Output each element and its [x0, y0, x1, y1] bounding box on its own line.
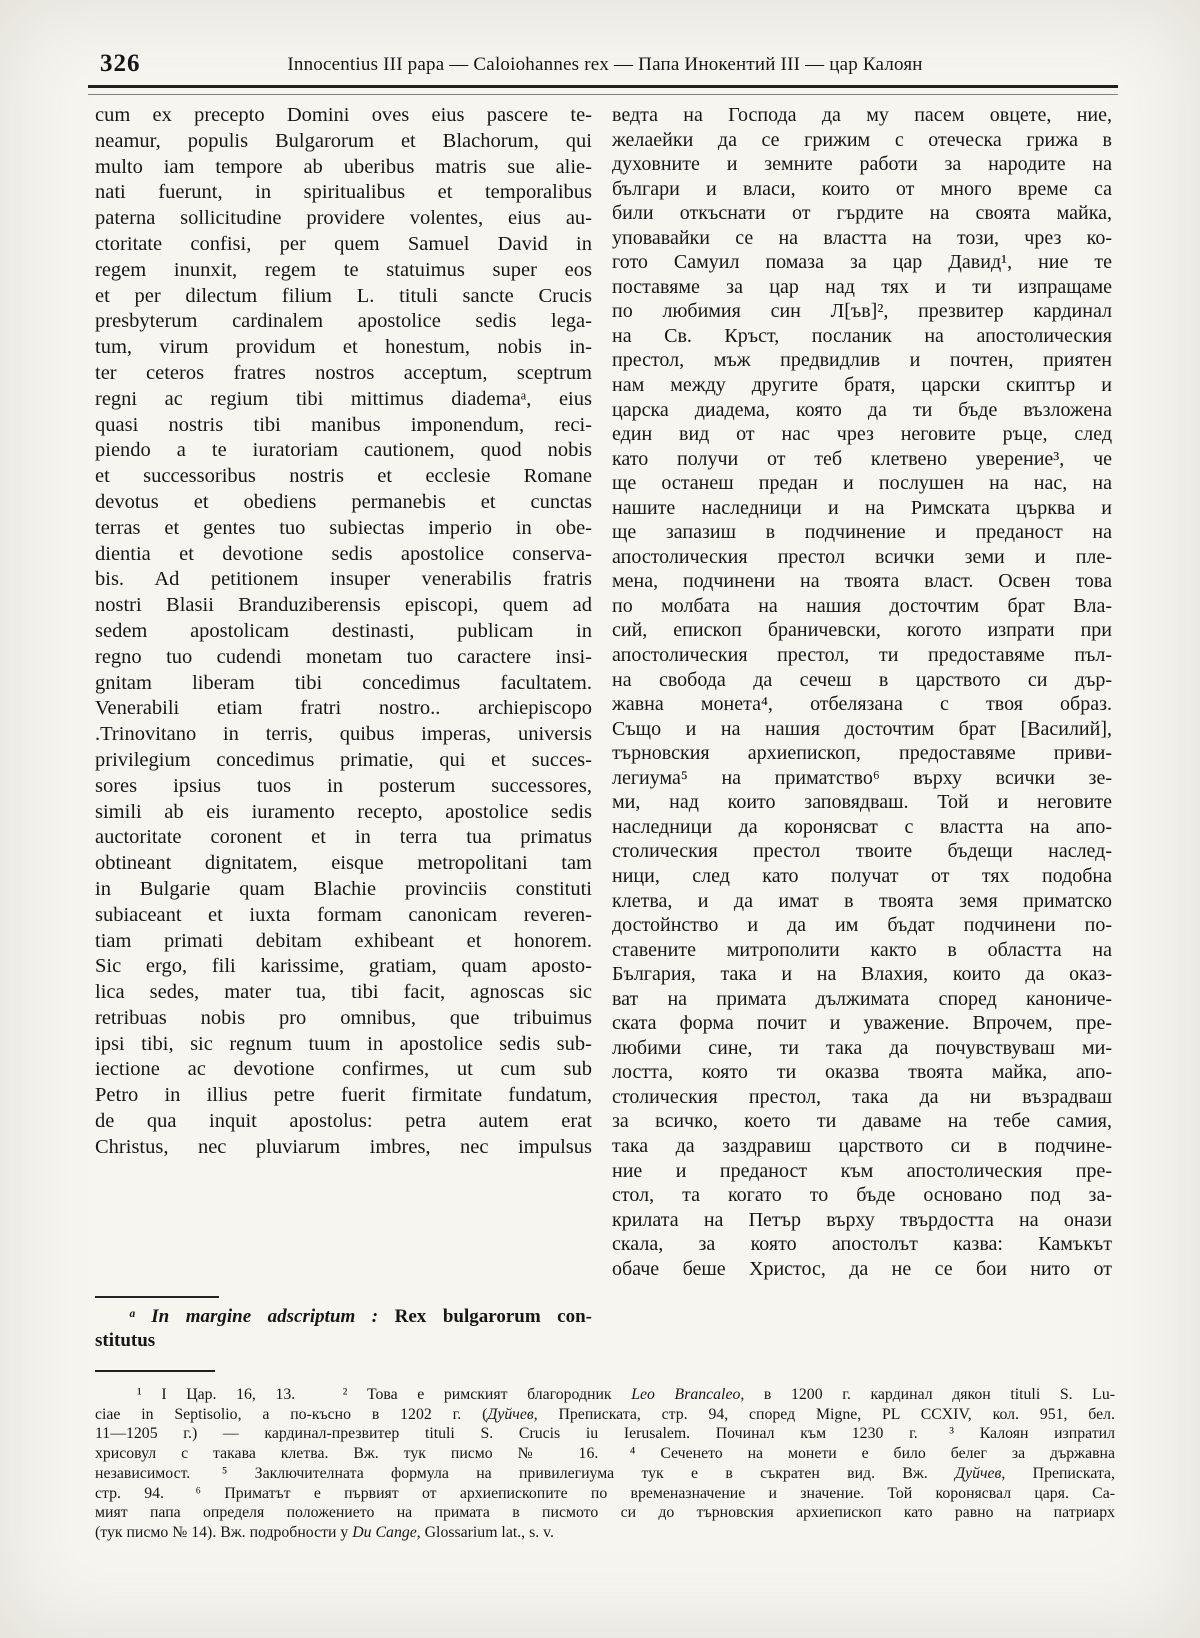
latin-text-line: piendo a te iuratoriam cautionem, quod nobis — [95, 439, 592, 462]
bulgarian-text-line: за всичко, което ти даваме на тебе самия, — [612, 1110, 1112, 1133]
footnote-lines — [95, 1385, 1115, 1543]
header-rule — [88, 85, 1118, 95]
latin-text-line: cum ex precepto Domini oves eius pascere te- — [95, 104, 592, 126]
latin-text-line: regem inunxit, regem te statuimus super eos — [95, 258, 592, 281]
latin-text-line: Petro in illius petre fuerit firmitate fundatum, — [95, 1084, 592, 1107]
footnote-line: стр. 94. ⁶ Приматът е първият от архиепископите по временазначение и значение. Той коронясвал царя. Са- — [95, 1484, 1115, 1502]
bulgarian-text-line: столическия престол твоите бъдещи наслед- — [612, 840, 1112, 863]
latin-text-line: paterna sollicitudine providere volentes, eius au- — [95, 207, 592, 230]
text-columns — [95, 103, 1112, 1281]
bulgarian-text-line: скала, за която апостолът казва: Камъкът — [612, 1233, 1112, 1256]
footnote-rule — [95, 1370, 215, 1372]
bulgarian-text-line: ние и преданост към апостолическия пре- — [612, 1159, 1112, 1182]
bulgarian-text-line: любими сине, ти така да почувствуваш ми- — [612, 1036, 1112, 1059]
latin-text-line: de qua inquit apostolus: petra autem erat — [95, 1110, 592, 1133]
footnote-line: мият папа определя положението на примата в писмото си до търновския архиепископ като равно на патриарх — [95, 1504, 1115, 1522]
bulgarian-text-line: един вид от нас чрез неговите ръце, след — [612, 423, 1112, 446]
page-header — [95, 50, 1115, 80]
latin-text-line: privilegium concedimus primatie, qui et succes- — [95, 748, 592, 771]
latin-text-line: terras et gentes tuo subiectas imperio in obe- — [95, 516, 592, 539]
latin-text-line: Venerabili etiam fratri nostro.. archiepiscopo — [95, 697, 592, 720]
latin-text-line: Christus, nec pluviarum imbres, nec impulsus — [95, 1135, 592, 1158]
bulgarian-text-line: желаейки да се грижим с отеческа грижа в — [612, 128, 1112, 151]
bulgarian-text-line: ще запазиш в подчинение и преданост на — [612, 521, 1112, 544]
bulgarian-text-line: жавна монета⁴, отбелязана с твоя образ. — [612, 693, 1112, 716]
latin-text-line: .Trinovitano in terris, quibus imperas, universis — [95, 723, 592, 746]
bulgarian-text-line: духовните и земните работи за народите на — [612, 153, 1112, 176]
footnotes-block — [95, 1370, 1115, 1543]
latin-text-line: tum, virum providum et honestum, nobis in- — [95, 336, 592, 359]
bulgarian-text-line: царска диадема, която да ти бъде възложена — [612, 398, 1112, 421]
bulgarian-text-line: търновския архиепископ, предоставяме приви- — [612, 742, 1112, 765]
latin-text-line: sedem apostolicam destinasti, publicam in — [95, 619, 592, 642]
bulgarian-column — [612, 103, 1112, 1281]
bulgarian-text-line: мена, подчинени на твоята власт. Освен това — [612, 570, 1112, 593]
latin-text-line: subiaceant et iuxta formam canonicam reveren- — [95, 903, 592, 926]
latin-text-line: gnitam liberam tibi concedimus facultatem. — [95, 671, 592, 694]
bulgarian-text-line: ват на примата дължимата според канониче- — [612, 987, 1112, 1010]
latin-text-line: regno tuo cudendi monetam tuo caractere insi- — [95, 645, 592, 668]
latin-text-line: ter ceteros fratres nostros acceptum, sceptrum — [95, 361, 592, 384]
latin-column — [95, 103, 592, 1281]
bulgarian-text-line: престол, мъж предвидлив и почтен, приятен — [612, 349, 1112, 372]
bulgarian-text-line: ми, над които заповядваш. Той и неговите — [612, 791, 1112, 814]
latin-text-line: ctoritate confisi, per quem Samuel David in — [95, 232, 592, 255]
bulgarian-text-line: стол, та когато то бъде основано под за- — [612, 1184, 1112, 1207]
latin-text-line: dientia et devotione sedis apostolice conserva- — [95, 542, 592, 565]
bulgarian-text-line: достойнство и да им бъдат подчинени по- — [612, 914, 1112, 937]
bulgarian-text-line: били откъснати от гърдите на своята майка, — [612, 202, 1112, 225]
latin-text-line: ipsi tibi, sic regnum tuum in apostolice sedis sub- — [95, 1032, 592, 1055]
bulgarian-text-line: като получи от теб клетвено уверение³, че — [612, 447, 1112, 470]
bulgarian-text-line: ще останеш предан и послушен на нас, на — [612, 472, 1112, 495]
latin-text-line: quasi nostris tibi manibus imponendum, reci- — [95, 413, 592, 436]
bulgarian-text-line: по молбата на нашия досточтим брат Вла- — [612, 594, 1112, 617]
latin-text-line: auctoritate coronent et in terra tua primatus — [95, 826, 592, 849]
page-number: 326 — [100, 50, 141, 77]
latin-text-line: bis. Ad petitionem insuper venerabilis fratris — [95, 568, 592, 591]
bulgarian-text-line: наследници да коронясват с властта на апо- — [612, 815, 1112, 838]
bulgarian-text-line: по любимия син Л[ъв]², презвитер кардинал — [612, 300, 1112, 323]
latin-text-line: nati fuerunt, in spiritualibus et temporalibus — [95, 181, 592, 204]
marginal-note-line: stitutus — [95, 1330, 156, 1351]
marginal-note-rule — [95, 1296, 219, 1298]
latin-text-line: et per dilectum filium L. tituli sancte Crucis — [95, 284, 592, 307]
marginal-note-line: ᵃ In margine adscriptum : Rex bulgarorum con- — [129, 1306, 593, 1327]
bulgarian-text-line: сий, епископ браничевски, когото изпрати при — [612, 619, 1112, 642]
latin-text-line: tiam primati debitam exhibeant et honorem. — [95, 929, 592, 952]
running-title: Innocentius III papa — Caloiohannes rex — Папа Инокентий III — цар Калоян — [287, 54, 923, 75]
latin-text-line: simili ab eis iuramento recepto, apostolice sedis — [95, 800, 592, 823]
latin-text-line: sores ipsius tuos in posterum successores, — [95, 774, 592, 797]
latin-text-line: presbyterum cardinalem apostolice sedis lega- — [95, 310, 592, 333]
latin-text-line: retribuas nobis pro omnibus, que tribuimus — [95, 1006, 592, 1029]
footnote-line: ¹ I Цар. 16, 13. ² Това е римският благородник Leo Brancaleo, в 1200 г. кардинал дякон tituli S. Lu- — [137, 1386, 1115, 1403]
footnote-line: 11—1205 г.) — кардинал-презвитер tituli S. Crucis iu Ierusalem. Починал към 1230 г. ³ Калоян изпратил — [95, 1425, 1115, 1443]
latin-text-line: lica sedes, mater tua, tibi facit, agnoscas sic — [95, 981, 592, 1004]
bulgarian-text-line: уповавайки се на властта на този, чрез ко- — [612, 226, 1112, 249]
bulgarian-text-line: апостолическия престол всички земи и пле- — [612, 545, 1112, 568]
latin-text-line: Sic ergo, fili karissime, gratiam, quam aposto- — [95, 955, 592, 978]
bulgarian-text-line: столическия престол, така да ни възрадваш — [612, 1085, 1112, 1108]
bulgarian-text-line: крилата на Петър върху твърдостта на онази — [612, 1208, 1112, 1231]
bulgarian-text-line: апостолическия престол, ти предоставяме пъл- — [612, 644, 1112, 667]
latin-text-line: nostri Blasii Branduziberensis episcopi, quem ad — [95, 594, 592, 617]
marginal-note-footnote — [95, 1296, 592, 1353]
bulgarian-text-line: България, така и на Влахия, които да оказ- — [612, 963, 1112, 986]
latin-text-line: regni ac regium tibi mittimus diademaᵃ, eius — [95, 387, 592, 410]
bulgarian-text-line: на свобода да сечеш в царството си дър- — [612, 668, 1112, 691]
bulgarian-text-line: клетва, и да имат в твоята земя приматско — [612, 889, 1112, 912]
latin-text-line: neamur, populis Bulgarorum et Blachorum, qui — [95, 129, 592, 152]
footnote-line: ciae in Septisolio, а по-късно в 1202 г. (Дуйчев, Преписката, стр. 94, според Migne, PL CCXIV, кол. 951, бел. — [95, 1405, 1115, 1423]
latin-text-line: multo iam tempore ab uberibus matris sue alie- — [95, 155, 592, 178]
bulgarian-text-line: Също и на нашия досточтим брат [Василий], — [612, 717, 1112, 740]
bulgarian-text-line: нашите наследници и на Римската църква и — [612, 496, 1112, 519]
bulgarian-text-line: ската форма почит и уважение. Впрочем, пре- — [612, 1012, 1112, 1035]
latin-text-line: in Bulgarie quam Blachie provinciis constituti — [95, 877, 592, 900]
bulgarian-text-line: лостта, която ти оказва твоята майка, апо- — [612, 1061, 1112, 1084]
footnote-line: хрисовул с такава клетва. Вж. тук писмо № 16. ⁴ Сеченето на монети е било белег за държавна — [95, 1445, 1115, 1463]
footnote-line: независимост. ⁵ Заключителната формула на привилегиума тук е в съкратен вид. Вж. Дуйчев, Преписката, — [95, 1464, 1115, 1482]
bulgarian-text-line: българи и власи, които от много време са — [612, 177, 1112, 200]
bulgarian-text-line: ници, след като получат от тях подобна — [612, 864, 1112, 887]
bulgarian-text-line: ведта на Господа да му пасем овцете, ние, — [612, 104, 1112, 126]
latin-text-line: devotus et obediens permanebis et cunctas — [95, 490, 592, 513]
bulgarian-text-line: легиума⁵ на приматство⁶ върху всички зе- — [612, 766, 1112, 789]
latin-text-line: iectione ac devotione confirmes, ut cum sub — [95, 1058, 592, 1081]
bulgarian-text-line: поставяме за цар над тях и ти изпращаме — [612, 275, 1112, 298]
bulgarian-text-line: така да заздравиш царството си в подчине- — [612, 1134, 1112, 1157]
bulgarian-text-line: на Св. Кръст, посланик на апостолическия — [612, 324, 1112, 347]
bulgarian-text-line: ставените митрополити както в областта на — [612, 938, 1112, 961]
footnote-line: (тук писмо № 14). Вж. подробности у Du Cange, Glossarium lat., s. v. — [95, 1523, 554, 1541]
bulgarian-text-line: гото Самуил помаза за цар Давид¹, ние те — [612, 251, 1112, 274]
latin-text-line: obtineant dignitatem, eisque metropolitani tam — [95, 852, 592, 875]
bulgarian-text-line: обаче беше Христос, да не се бои нито от — [612, 1257, 1112, 1280]
latin-text-line: et successoribus nostris et ecclesie Romane — [95, 465, 592, 488]
marginal-note-lines — [95, 1305, 592, 1353]
bulgarian-text-line: нам между другите братя, царски скиптър и — [612, 374, 1112, 397]
